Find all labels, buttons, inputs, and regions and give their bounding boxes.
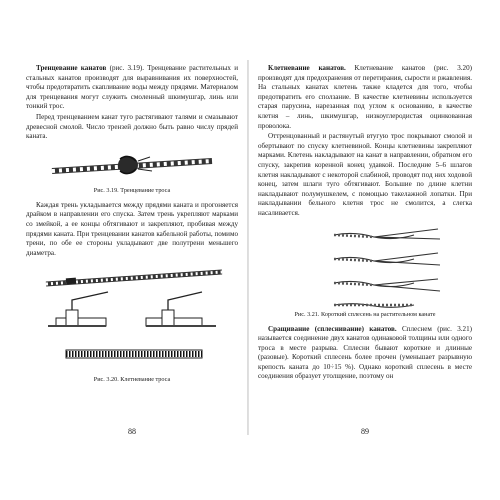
left-paragraph-1-text: (рис. 3.19). Тренцевание растительных и стальных канатов производят для выравнивания их поверхностей, чтобы предотвратить скапливание воды между прядями. Материалом для тренцевания могут служить смоленный шкимушгар, линь или тонкий трос. [26,64,238,111]
right-page-number: 89 [361,427,369,436]
figure-3-21 [258,225,472,319]
figure-3-19 [26,147,238,195]
right-paragraph-3-title: Сращивание (сплеснивание) канатов. [268,324,397,333]
figure-3-20-illustration [26,264,238,376]
figure-3-19-caption: Рис. 3.19. Тренцевание троса [93,186,171,194]
right-paragraph-3-text: Сплеснем (рис. 3.21) называется соединение двух канатов одинаковой толщины или одного троса в месте разрыва. Сплесни бывают короткие и длинные (разовые). Короткий сплесень более прочен (уменьшает разрывную крепость каната до 10÷15 %). Однако короткий сплесень в месте соединения образует утолщение, поэтому он [258,324,472,381]
right-paragraph-3 [258,325,472,383]
left-paragraph-1-title: Тренцевание канатов [36,64,107,72]
left-page [26,64,238,424]
figure-3-19-illustration [26,147,238,187]
right-page [258,64,472,424]
left-paragraph-2: Перед тренцеванием канат туго растягивают талями и смазывают древесной смолой. Число трензей должно быть равно числу прядей каната. [26,112,238,141]
right-paragraph-2: Оттренцованный и растянутый втугую трос покрывают смолой и обертывают по спуску клетневиной. Концы клетневины закрепляют марками. Клетень накладывают на канат в направлении, обратном его спуску, закрепив коренной конец удавкой. Последние 5–6 шлагов клетня накладывают с некоторой слабиной, проводят под них ходовой конец, затем шлаги туго обтягивают. Большие по длине клетни накладывают полумушкелем, с помощью такелажной лопатки. При накладывании бельного клетня трос не смолится, а слегка насаливается. [258,132,472,217]
right-paragraph-1-text: Клетневание канатов (рис. 3.20) производят для предохранения от перетирания, сырости и ржавления. На стальных канатах клетень также кладется для того, чтобы предотвратить его сползание. В качестве клетневины используется старая парусина, нарезанная под углом к основанию, в качестве клетня – линь, шкимушгар, низкоуглеродистая оцинкованная проволока. [258,64,472,130]
left-page-number: 88 [128,427,136,436]
book-gutter [247,60,249,435]
right-paragraph-1-title: Клетневание канатов. [268,64,346,72]
figure-3-21-caption: Рис. 3.21. Короткий сплесень на растительном канате [294,310,436,318]
left-paragraph-1 [26,64,238,112]
figure-3-20-caption: Рис. 3.20. Клетневание троса [93,376,171,384]
figure-3-21-illustration [258,225,472,311]
figure-3-20 [26,264,238,384]
left-paragraph-3: Каждая трень укладывается между прядями каната и прогоняется драйком в направлении его спуска. Затем трень укрепляют марками со змейкой, а ее концы обтягивают и закрепляют, пробивая между прядями каната. При тренцевании канатов кабельной работы, помимо трени, по обе ее стороны укладывают две полутрени меньшего диаметра. [26,200,238,257]
right-paragraph-1 [258,64,472,131]
